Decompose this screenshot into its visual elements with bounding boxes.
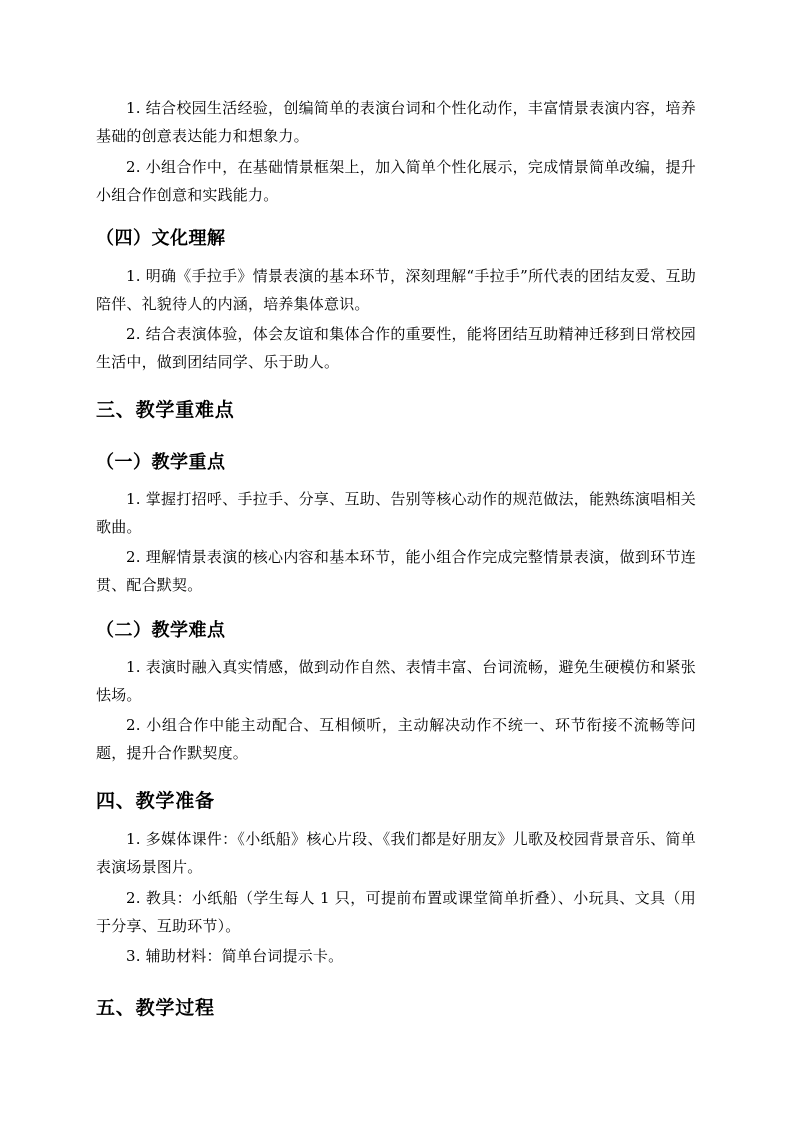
section-heading-teaching-preparation: 四、教学准备 — [96, 790, 215, 812]
heading-culture-understanding: （四）文化理解 — [96, 228, 226, 249]
paragraph-difficult-2: 2. 小组合作中能主动配合、互相倾听，主动解决动作不统一、环节衔接不流畅等问题，提升合作默契度。 — [96, 716, 696, 762]
paragraph-creative-1: 1. 结合校园生活经验，创编简单的表演台词和个性化动作，丰富情景表演内容，培养基础的创意表达能力和想象力。 — [96, 99, 696, 145]
paragraph-key-1: 1. 掌握打招呼、手拉手、分享、互助、告别等核心动作的规范做法，能熟练演唱相关歌曲。 — [96, 490, 696, 536]
paragraph-culture-2: 2. 结合表演体验，体会友谊和集体合作的重要性，能将团结互助精神迁移到日常校园生活中，做到团结同学、乐于助人。 — [96, 325, 696, 371]
section-heading-teaching-process: 五、教学过程 — [96, 997, 215, 1019]
paragraph-preparation-3: 3. 辅助材料：简单台词提示卡。 — [126, 947, 344, 965]
heading-teaching-difficult-points: （二）教学难点 — [96, 620, 226, 641]
paragraph-culture-1: 1. 明确《手拉手》情景表演的基本环节，深刻理解“手拉手”所代表的团结友爱、互助陪伴、礼貌待人的内涵，培养集体意识。 — [96, 267, 696, 313]
paragraph-preparation-1: 1. 多媒体课件：《小纸船》核心片段、《我们都是好朋友》儿歌及校园背景音乐、简单表演场景图片。 — [96, 830, 696, 876]
section-heading-key-difficult-points: 三、教学重难点 — [96, 399, 235, 421]
paragraph-creative-2: 2. 小组合作中，在基础情景框架上，加入简单个性化展示，完成情景简单改编，提升小组合作创意和实践能力。 — [96, 158, 696, 204]
paragraph-difficult-1: 1. 表演时融入真实情感，做到动作自然、表情丰富、台词流畅，避免生硬模仿和紧张怯场。 — [96, 658, 696, 704]
paragraph-key-2: 2. 理解情景表演的核心内容和基本环节，能小组合作完成完整情景表演，做到环节连贯、配合默契。 — [96, 548, 696, 594]
paragraph-preparation-2: 2. 教具：小纸船（学生每人 1 只，可提前布置或课堂简单折叠）、小玩具、文具（用于分享、互助环节）。 — [96, 889, 696, 935]
heading-teaching-key-points: （一）教学重点 — [96, 452, 226, 473]
